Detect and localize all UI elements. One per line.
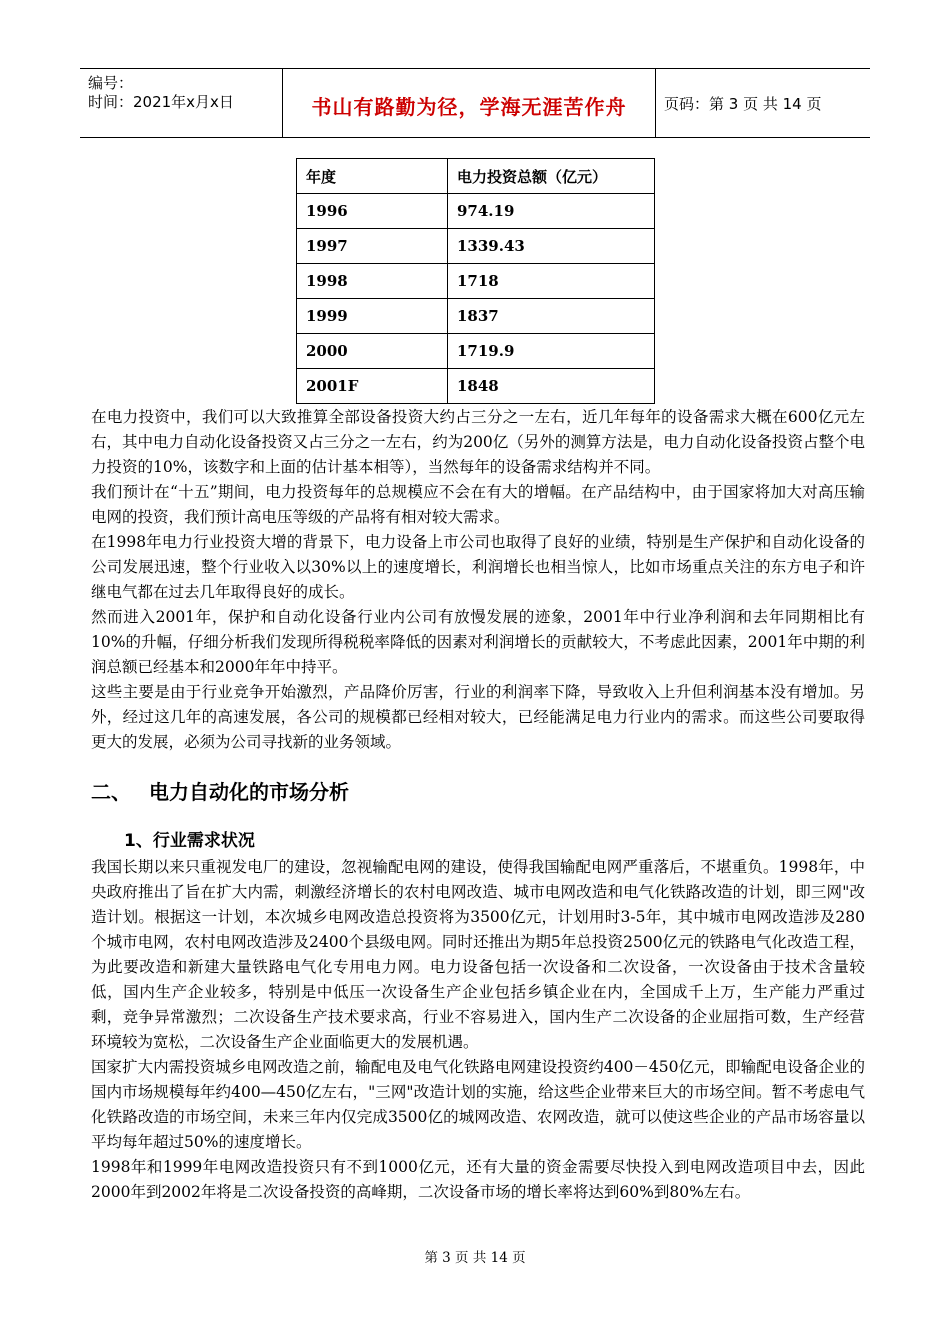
table-row	[297, 264, 655, 299]
header-slogan-cell	[283, 69, 656, 137]
paragraph: 在电力投资中，我们可以大致推算全部设备投资大约占三分之一左右，近几年每年的设备需求大概在600亿元左右，其中电力自动化设备投资又占三分之一左右，约为200亿（另外的测算方法是，电力自动化设备投资占整个电力投资的10%，该数字和上面的估计基本相等），当然每年的设备需求结构并不同。	[91, 408, 865, 476]
table-cell-year: 1996	[297, 194, 448, 229]
paragraph: 然而进入2001年，保护和自动化设备行业内公司有放慢发展的迹象，2001年中行业净利润和去年同期相比有10%的升幅，仔细分析我们发现所得税税率降低的因素对利润增长的贡献较大，不考虑此因素，2001年中期的利润总额已经基本和2000年年中持平。	[91, 608, 865, 676]
table-cell-year: 2000	[297, 334, 448, 369]
table-row	[297, 229, 655, 264]
table-header-year: 年度	[297, 159, 448, 194]
section-heading	[91, 776, 349, 805]
section-number: 二、	[91, 780, 131, 804]
table-cell-value: 1848	[448, 369, 655, 404]
paragraph: 我国长期以来只重视发电厂的建设，忽视输配电网的建设，使得我国输配电网严重落后，不堪重负。1998年，中央政府推出了旨在扩大内需，刺激经济增长的农村电网改造、城市电网改造和电气化铁路改造的计划，即三网"改造计划。根据这一计划，本次城乡电网改造总投资将为3500亿元，计划用时3-5年，其中城市电网改造涉及280个城市电网，农村电网改造涉及2400个县级电网。同时还推出为期5年总投资2500亿元的铁路电气化改造工程，为此要改造和新建大量铁路电气化专用电力网。电力设备包括一次设备和二次设备，一次设备由于技术含量较低，国内生产企业较多，特别是中低压一次设备生产企业包括乡镇企业在内，全国成千上万，生产能力严重过剩，竞争异常激烈；二次设备生产技术要求高，行业不容易进入，国内生产二次设备的企业屈指可数，生产经营环境较为宽松，二次设备生产企业面临更大的发展机遇。	[91, 858, 865, 1051]
header-page-number: 页码：第 3 页 共 14 页	[664, 95, 822, 113]
investment-table	[296, 158, 655, 404]
body-text-top	[91, 405, 865, 755]
subsection-heading: 1、行业需求状况	[124, 831, 255, 851]
table-row	[297, 334, 655, 369]
paragraph: 这些主要是由于行业竞争开始激烈，产品降价厉害，行业的利润率下降，导致收入上升但利润基本没有增加。另外，经过这几年的高速发展，各公司的规模都已经相对较大，已经能满足电力行业内的需求。而这些公司要取得更大的发展，必须为公司寻找新的业务领域。	[91, 683, 865, 751]
table-cell-year: 1999	[297, 299, 448, 334]
table-cell-year: 1998	[297, 264, 448, 299]
table-row	[297, 369, 655, 404]
paragraph: 在1998年电力行业投资大增的背景下，电力设备上市公司也取得了良好的业绩，特别是生产保护和自动化设备的公司发展迅速，整个行业收入以30%以上的速度增长，利润增长也相当惊人，比如市场重点关注的东方电子和许继电气都在过去几年取得良好的成长。	[91, 533, 865, 601]
header-info-cell	[80, 69, 283, 137]
table-cell-value: 1718	[448, 264, 655, 299]
paragraph: 国家扩大内需投资城乡电网改造之前，输配电及电气化铁路电网建设投资约400－450亿元，即输配电设备企业的国内市场规模每年约400—450亿左右，"三网"改造计划的实施，给这些企业带来巨大的市场空间。暂不考虑电气化铁路改造的市场空间，未来三年内仅完成3500亿的城网改造、农网改造，就可以使这些企业的产品市场容量以平均每年超过50%的速度增长。	[91, 1058, 865, 1151]
table-row	[297, 299, 655, 334]
table-cell-value: 1719.9	[448, 334, 655, 369]
page-footer: 第 3 页 共 14 页	[424, 1250, 526, 1266]
paragraph: 我们预计在“十五”期间，电力投资每年的总规模应不会在有大的增幅。在产品结构中，由于国家将加大对高压输电网的投资，我们预计高电压等级的产品将有相对较大需求。	[91, 483, 865, 526]
table-cell-year: 1997	[297, 229, 448, 264]
table-cell-value: 974.19	[448, 194, 655, 229]
header-slogan: 书山有路勤为径，学海无涯苦作舟	[311, 95, 627, 119]
page-header	[80, 68, 870, 138]
table-cell-value: 1339.43	[448, 229, 655, 264]
header-page-cell	[656, 69, 870, 137]
table-cell-year: 2001F	[297, 369, 448, 404]
document-time: 时间：2021年x月x日	[88, 93, 234, 111]
document-number: 编号：	[88, 74, 134, 92]
table-header-investment: 电力投资总额（亿元）	[448, 159, 655, 194]
table-header-row	[297, 159, 655, 194]
body-text-bottom	[91, 855, 865, 1205]
table-cell-value: 1837	[448, 299, 655, 334]
table-row	[297, 194, 655, 229]
section-title: 电力自动化的市场分析	[149, 780, 349, 804]
paragraph: 1998年和1999年电网改造投资只有不到1000亿元，还有大量的资金需要尽快投入到电网改造项目中去，因此2000年到2002年将是二次设备投资的高峰期，二次设备市场的增长率将达到60%到80%左右。	[91, 1158, 865, 1201]
